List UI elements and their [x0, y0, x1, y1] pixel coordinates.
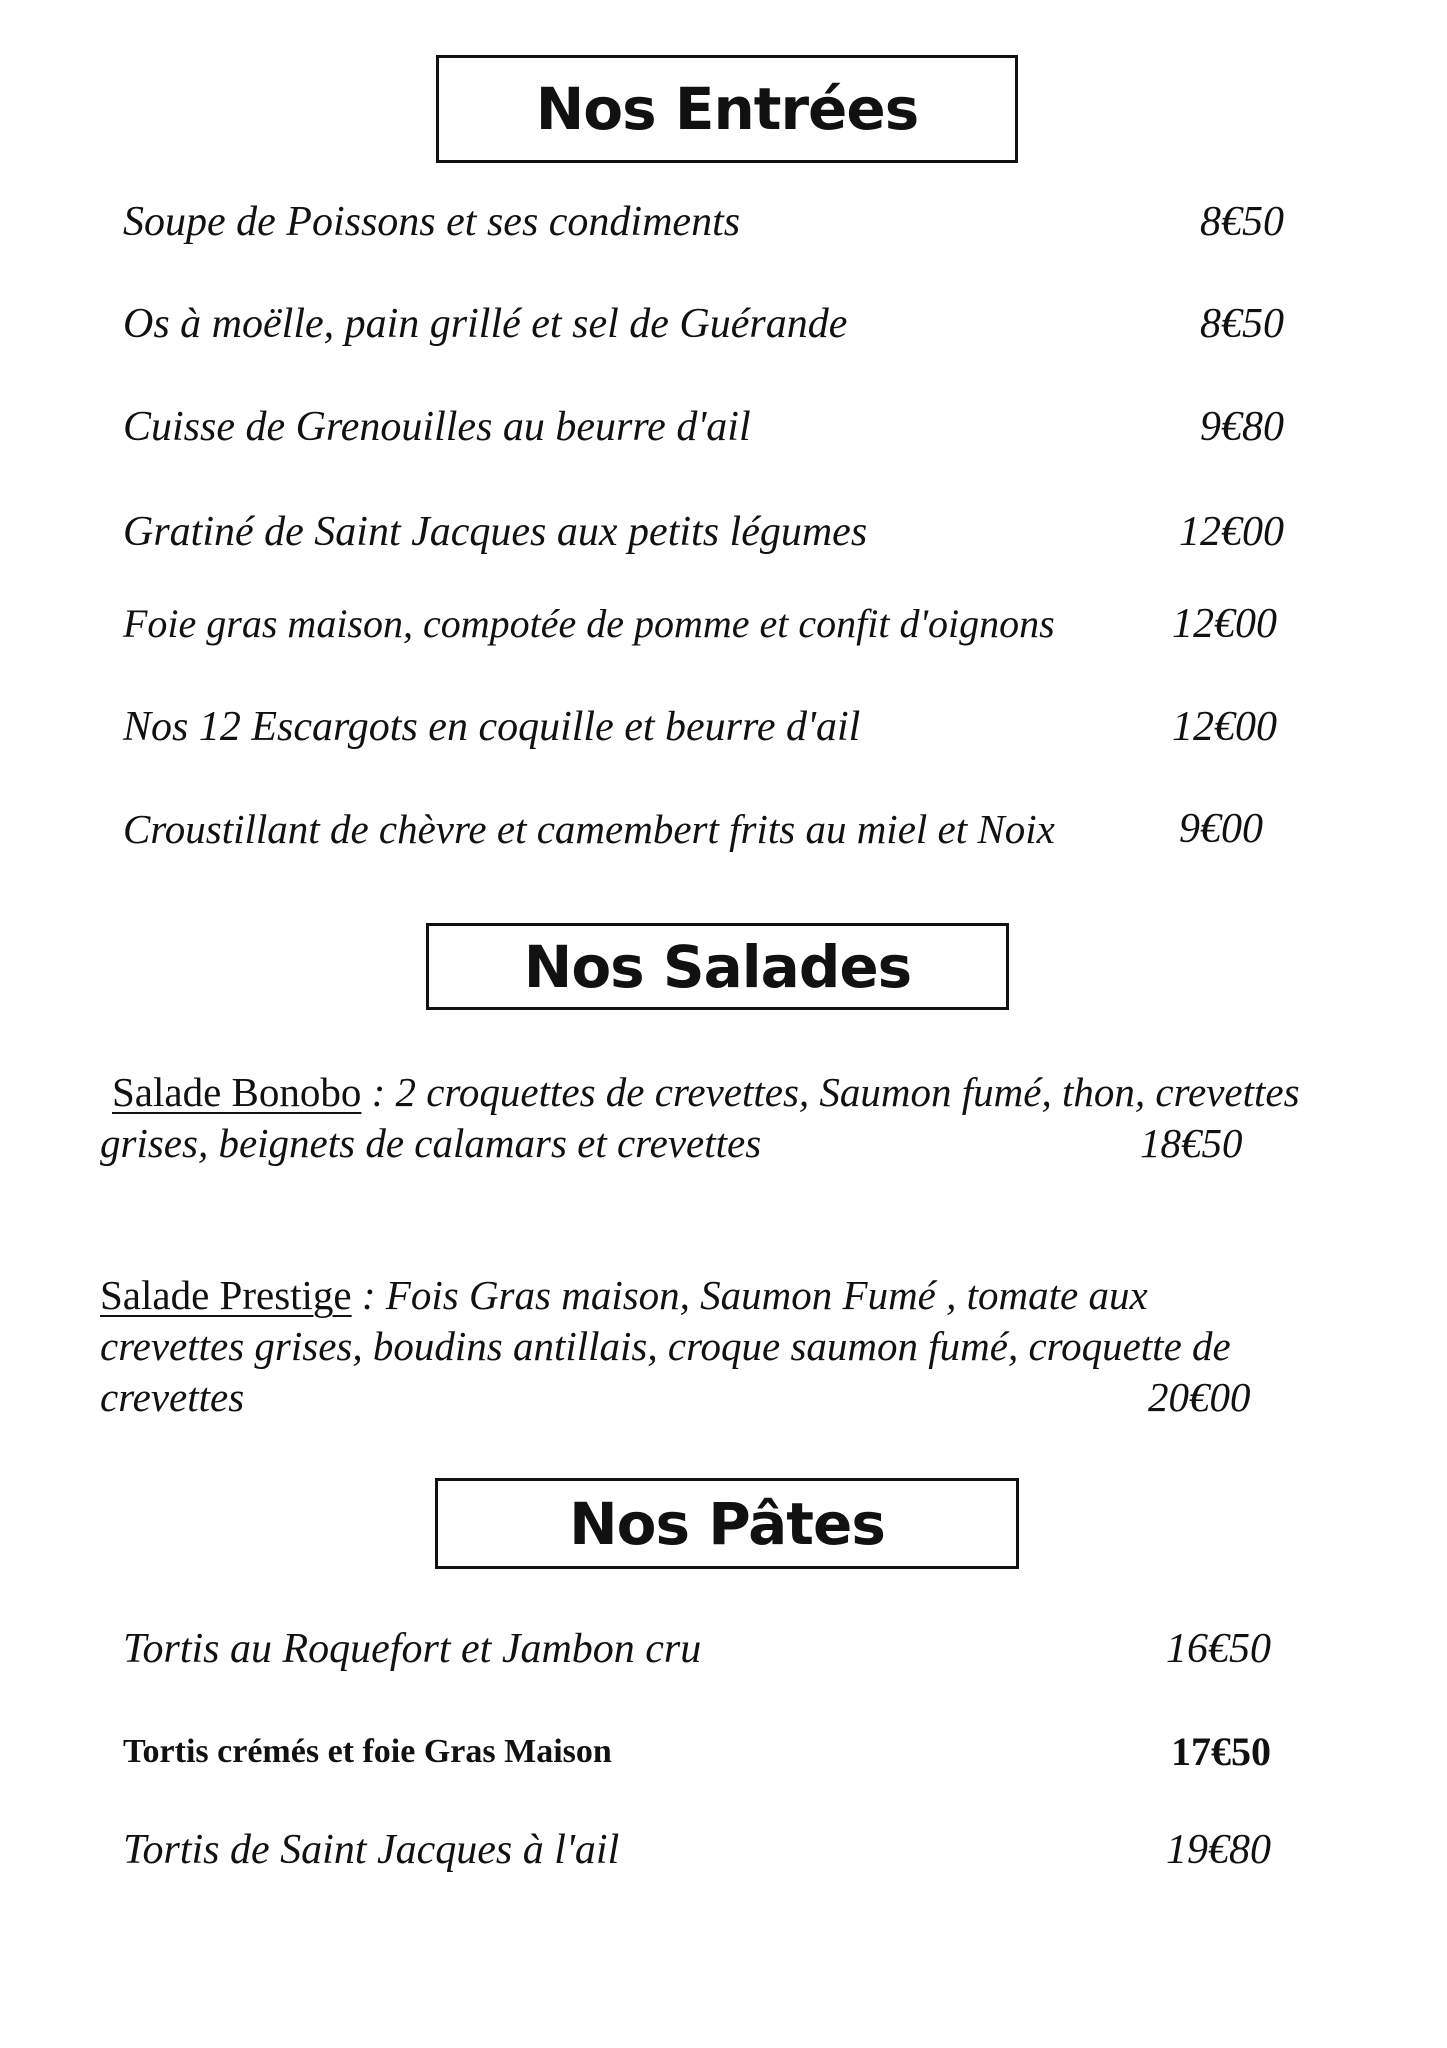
salad-name: Salade Bonobo	[112, 1069, 362, 1115]
section-title-entrees: Nos Entrées	[436, 55, 1018, 163]
menu-item-name: Nos 12 Escargots en coquille et beurre d'ail	[123, 704, 861, 750]
menu-item-name: Tortis au Roquefort et Jambon cru	[123, 1626, 702, 1672]
menu-item-price: 9€80	[1200, 404, 1284, 450]
menu-item-name: Cuisse de Grenouilles au beurre d'ail	[123, 404, 751, 450]
salad-name: Salade Prestige	[100, 1272, 352, 1318]
salad-separator: :	[351, 1272, 386, 1318]
menu-item-price: 8€50	[1200, 301, 1284, 347]
salad-item	[100, 1067, 1300, 1177]
menu-item-price: 19€80	[1166, 1827, 1271, 1873]
menu-item-price: 9€00	[1179, 806, 1263, 852]
menu-item-name: Gratiné de Saint Jacques aux petits légumes	[123, 509, 868, 555]
section-title-salades: Nos Salades	[426, 923, 1009, 1010]
section-title-pates: Nos Pâtes	[435, 1478, 1019, 1569]
menu-item-price: 17€50	[1171, 1729, 1271, 1774]
menu-item-name: Tortis crémés et foie Gras Maison	[123, 1733, 612, 1770]
menu-item-name: Foie gras maison, compotée de pomme et confit d'oignons	[123, 601, 1055, 646]
salad-description: 2 croquettes de crevettes, Saumon fumé, thon, crevettes grises, beignets de calamars et crevettes	[100, 1069, 1300, 1166]
salad-price: 18€50	[1140, 1120, 1243, 1166]
menu-item-price: 12€00	[1179, 509, 1284, 555]
menu-item-name: Os à moëlle, pain grillé et sel de Guérande	[123, 301, 848, 347]
salad-description: Fois Gras maison, Saumon Fumé , tomate aux crevettes grises, boudins antillais, croque saumon fumé, croquette de crevettes	[100, 1272, 1231, 1420]
menu-item-name: Soupe de Poissons et ses condiments	[123, 199, 741, 245]
menu-item-name: Croustillant de chèvre et camembert frits au miel et Noix	[123, 806, 1055, 852]
menu-item-name: Tortis de Saint Jacques à l'ail	[123, 1827, 620, 1873]
salad-price: 20€00	[1148, 1374, 1251, 1420]
menu-item-price: 8€50	[1200, 199, 1284, 245]
menu-item-price: 12€00	[1172, 704, 1277, 750]
menu-item-price: 16€50	[1166, 1626, 1271, 1672]
menu-item-price: 12€00	[1172, 601, 1277, 647]
salad-separator: :	[361, 1069, 396, 1115]
salad-item	[100, 1270, 1250, 1430]
